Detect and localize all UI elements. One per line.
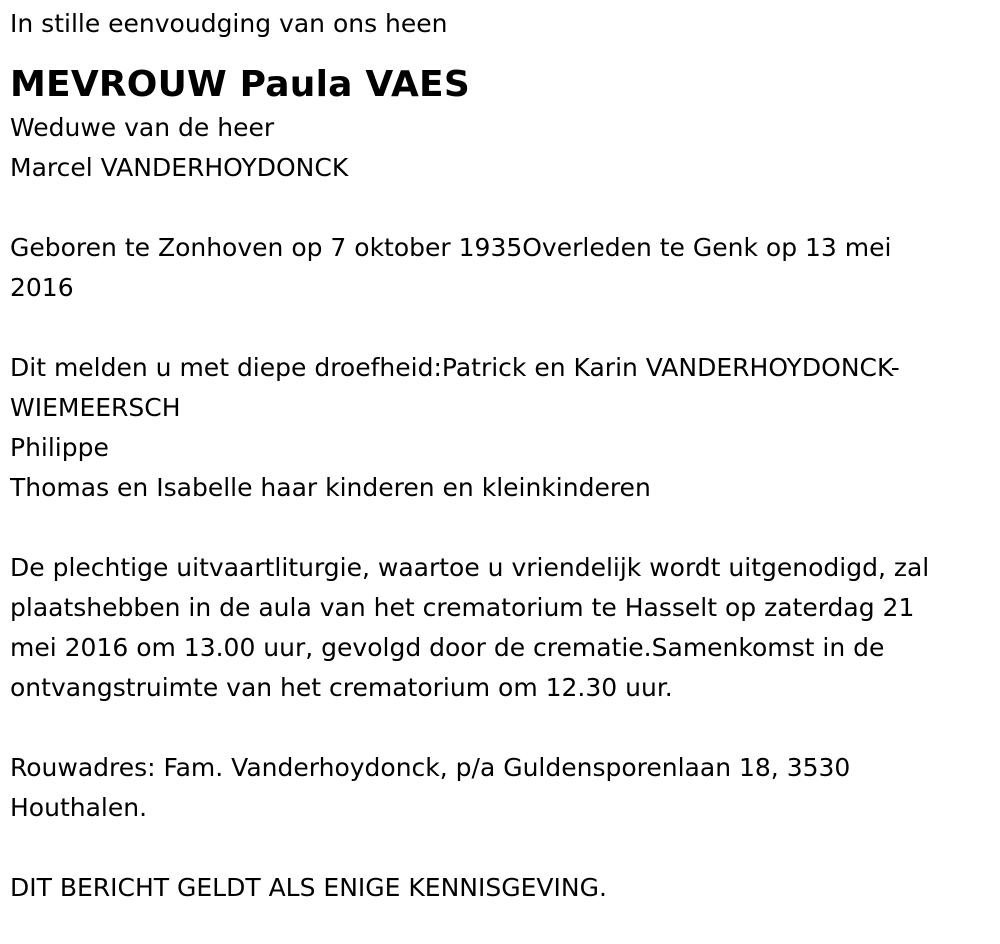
address-line: Rouwadres: Fam. Vanderhoydonck, p/a Guldensporenlaan 18, 3530 — [10, 753, 851, 782]
funeral-block — [10, 548, 990, 708]
family-block — [10, 348, 990, 508]
address-block — [10, 748, 990, 828]
funeral-line: mei 2016 om 13.00 uur, gevolgd door de crematie.Samenkomst in de — [10, 633, 885, 662]
closing-block — [10, 868, 990, 908]
spouse-block — [10, 108, 990, 188]
intro-line: In stille eenvoudging van ons heen — [10, 9, 448, 38]
birth-death-line: 2016 — [10, 273, 74, 302]
birth-death-line: Geboren te Zonhoven op 7 oktober 1935Overleden te Genk op 13 mei — [10, 233, 892, 262]
family-line: Dit melden u met diepe droefheid:Patrick en Karin VANDERHOYDONCK- — [10, 353, 900, 382]
spouse-line: Weduwe van de heer — [10, 113, 275, 142]
funeral-line: ontvangstruimte van het crematorium om 12.30 uur. — [10, 673, 673, 702]
family-line: WIEMEERSCH — [10, 393, 181, 422]
family-line: Philippe — [10, 433, 109, 462]
birth-death-block — [10, 228, 990, 308]
address-line: Houthalen. — [10, 793, 148, 822]
family-line: Thomas en Isabelle haar kinderen en kleinkinderen — [10, 473, 651, 502]
closing-line: DIT BERICHT GELDT ALS ENIGE KENNISGEVING. — [10, 873, 607, 902]
funeral-line: De plechtige uitvaartliturgie, waartoe u vriendelijk wordt uitgenodigd, zal — [10, 553, 930, 582]
funeral-line: plaatshebben in de aula van het crematorium te Hasselt op zaterdag 21 — [10, 593, 915, 622]
spouse-name-line: Marcel VANDERHOYDONCK — [10, 153, 349, 182]
deceased-name: MEVROUW Paula VAES — [10, 64, 470, 105]
